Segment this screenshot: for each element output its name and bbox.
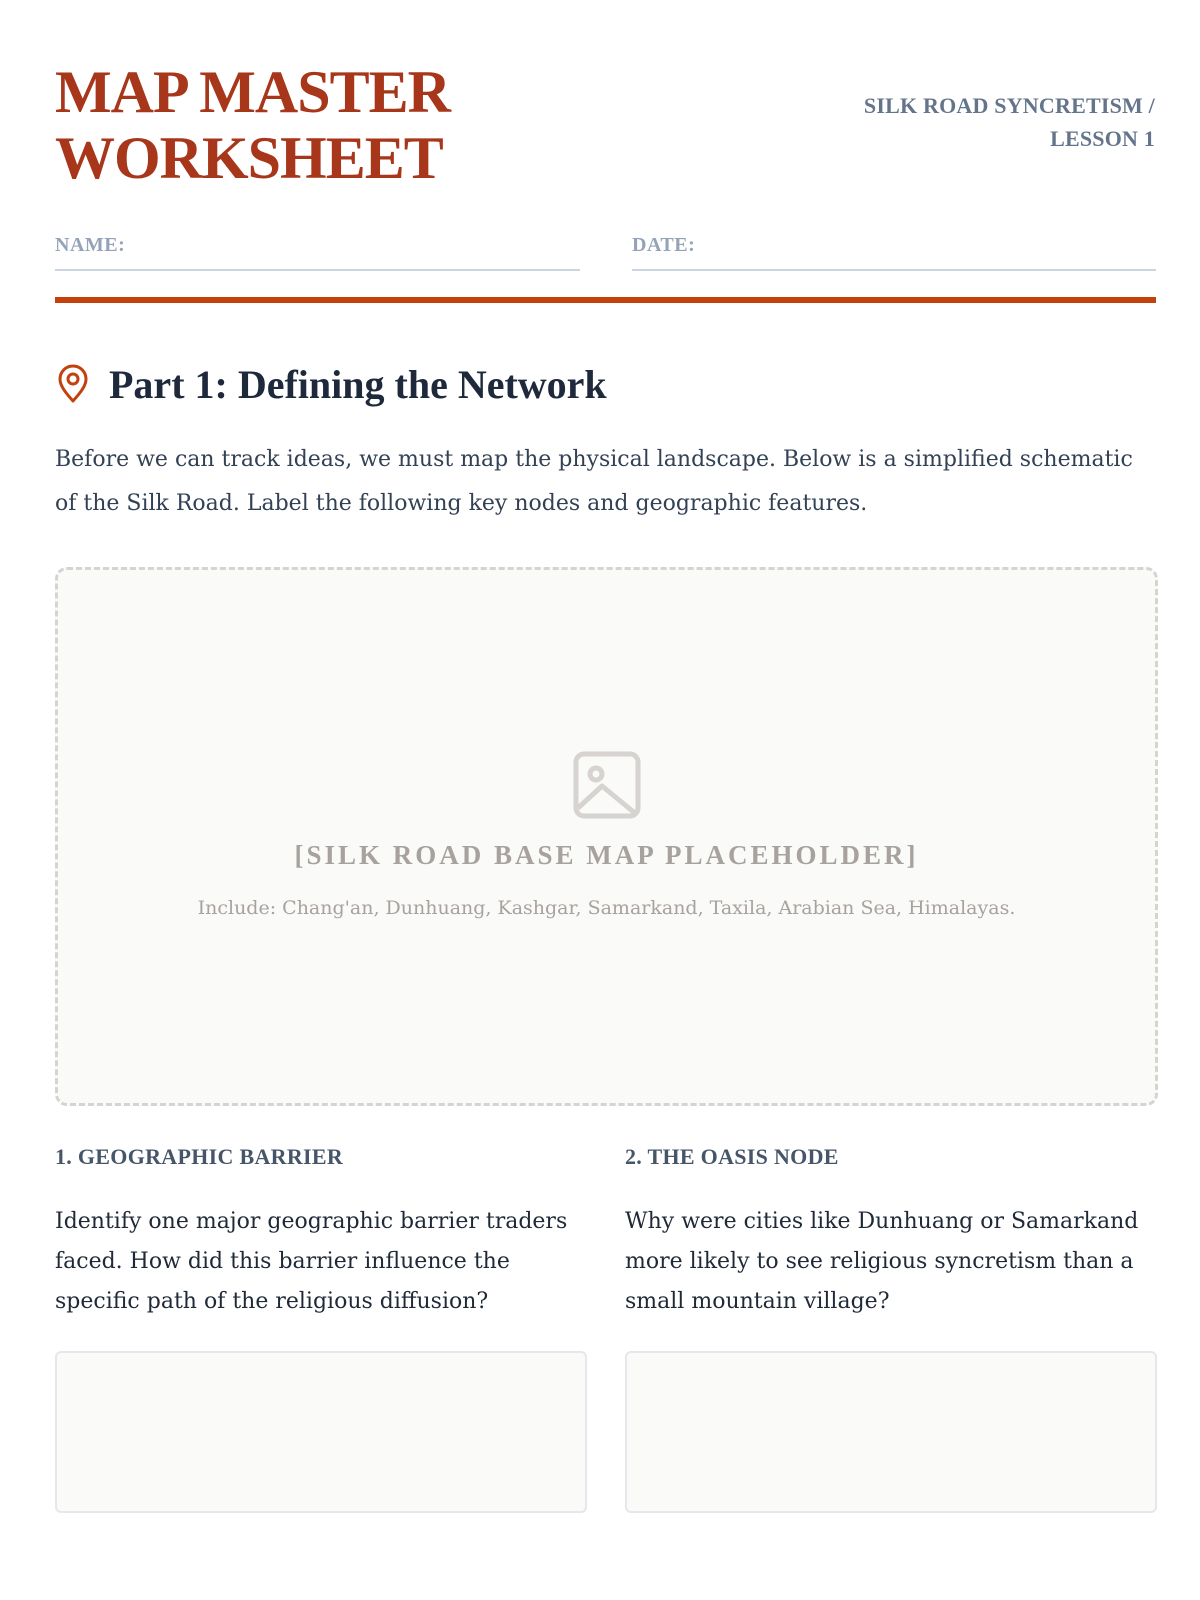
date-label: DATE: [632,234,696,256]
question-2-label: 2. THE OASIS NODE [625,1144,839,1169]
question-2-text: Why were cities like Dunhuang or Samarkand more likely to see religious syncretism than a small mountain village? [625,1209,1139,1314]
image-icon [572,750,642,820]
lesson-label [735,89,1155,155]
answer-box-2[interactable] [625,1351,1157,1513]
worksheet-header [55,55,1155,195]
lesson-line-2: LESSON 1 [1050,126,1155,151]
map-placeholder [55,567,1158,1106]
student-info-fields [55,228,1156,272]
answer-box-1[interactable] [55,1351,587,1513]
map-placeholder-subtitle: Include: Chang'an, Dunhuang, Kashgar, Samarkand, Taxila, Arabian Sea, Himalayas. [197,897,1016,919]
date-field[interactable] [632,228,1156,271]
question-2 [625,1142,1155,1322]
name-field[interactable] [55,228,580,271]
title-line-1: MAP MASTER [55,59,450,125]
question-1 [55,1142,585,1322]
name-label: NAME: [55,234,126,256]
question-1-label: 1. GEOGRAPHIC BARRIER [55,1144,344,1169]
header-divider [55,297,1156,303]
question-1-text: Identify one major geographic barrier traders faced. How did this barrier influence the specific path of the religious diffusion? [55,1209,568,1314]
title-line-2: WORKSHEET [55,125,443,191]
map-placeholder-title: [SILK ROAD BASE MAP PLACEHOLDER] [294,840,919,870]
section-intro: Before we can track ideas, we must map the physical landscape. Below is a simplified schematic of the Silk Road. Label the following key nodes and geographic features. [55,447,1133,516]
section-title: Part 1: Defining the Network [109,362,607,407]
lesson-line-1: SILK ROAD SYNCRETISM / [863,93,1155,118]
map-pin-icon [55,364,91,404]
worksheet-title [55,59,655,191]
section-header [55,360,1155,410]
